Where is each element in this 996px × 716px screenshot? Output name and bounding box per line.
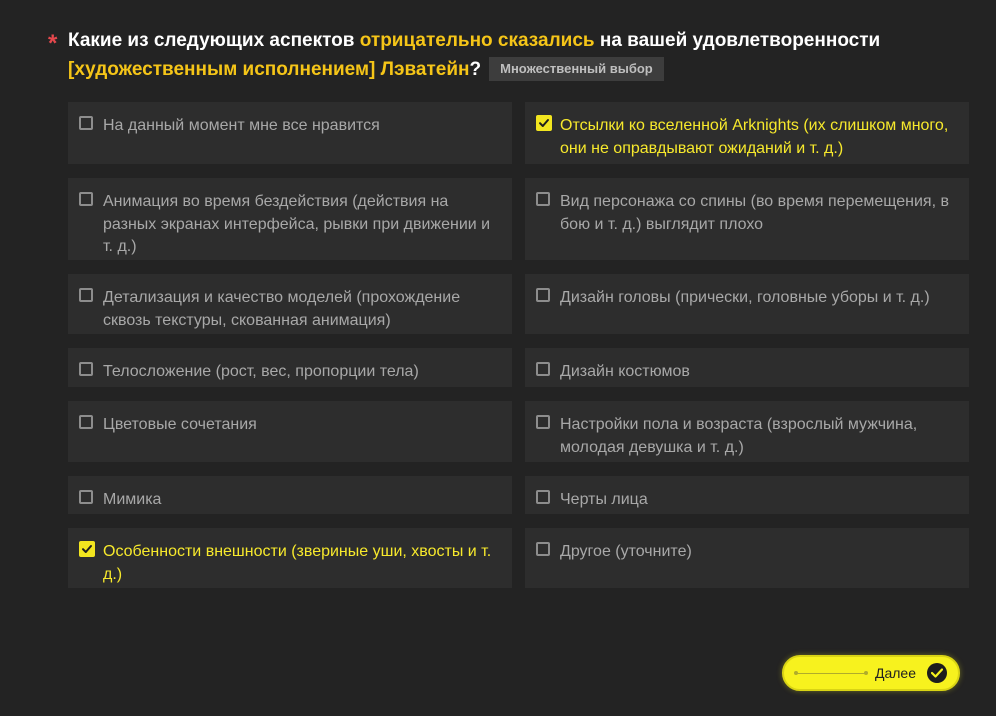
option-item[interactable] xyxy=(68,528,512,588)
options-row xyxy=(68,102,970,164)
option-item[interactable] xyxy=(525,274,969,334)
checkbox-icon[interactable] xyxy=(79,415,93,429)
option-label: Цветовые сочетания xyxy=(103,416,257,433)
next-button-label: Далее xyxy=(875,665,917,681)
option-label: Другое (уточните) xyxy=(560,543,692,560)
question-highlight-character: [художественным исполнением] Лэватейн xyxy=(68,59,470,80)
checkbox-checked-icon[interactable] xyxy=(79,541,95,557)
options-row xyxy=(68,401,970,462)
option-label: Отсылки ко вселенной Arknights (их слишком много, они не оправдывают ожиданий и т. д.) xyxy=(560,117,949,157)
option-item[interactable] xyxy=(525,401,969,462)
question-highlight-negative: отрицательно сказались xyxy=(359,30,595,51)
checkbox-icon[interactable] xyxy=(79,288,93,302)
option-label: На данный момент мне все нравится xyxy=(103,117,380,134)
option-label: Дизайн костюмов xyxy=(560,363,690,380)
option-item[interactable] xyxy=(68,401,512,462)
checkbox-checked-icon[interactable] xyxy=(536,115,552,131)
option-item[interactable] xyxy=(525,528,969,588)
option-label: Мимика xyxy=(103,491,162,508)
option-item[interactable] xyxy=(525,178,969,260)
options-row xyxy=(68,476,970,514)
checkbox-icon[interactable] xyxy=(536,415,550,429)
question-text-after: ? xyxy=(469,59,482,80)
check-circle-icon xyxy=(927,663,947,683)
option-label: Настройки пола и возраста (взрослый мужчина, молодая девушка и т. д.) xyxy=(560,416,918,456)
options-grid xyxy=(68,102,970,602)
decorative-line xyxy=(796,673,866,674)
option-label: Детализация и качество моделей (прохождение сквозь текстуры, скованная анимация) xyxy=(103,289,461,329)
question-header xyxy=(48,26,948,84)
option-item[interactable] xyxy=(68,102,512,164)
options-row xyxy=(68,178,970,260)
question-title xyxy=(68,26,948,84)
checkbox-icon[interactable] xyxy=(536,490,550,504)
required-mark: * xyxy=(48,30,58,57)
option-label: Телосложение (рост, вес, пропорции тела) xyxy=(103,363,419,380)
multiple-choice-badge: Множественный выбор xyxy=(489,57,664,81)
options-row xyxy=(68,348,970,387)
option-label: Анимация во время бездействия (действия на разных экранах интерфейса, рывки при движении и т. д.) xyxy=(103,193,491,255)
checkbox-icon[interactable] xyxy=(79,362,93,376)
checkbox-icon[interactable] xyxy=(79,490,93,504)
option-item[interactable] xyxy=(68,348,512,387)
options-row xyxy=(68,274,970,334)
checkbox-icon[interactable] xyxy=(536,192,550,206)
option-label: Особенности внешности (звериные уши, хвосты и т. д.) xyxy=(103,543,492,583)
option-label: Черты лица xyxy=(560,491,648,508)
option-item[interactable] xyxy=(68,178,512,260)
question-text-middle: на вашей удовлетворенности xyxy=(594,30,881,51)
option-item[interactable] xyxy=(68,274,512,334)
next-button[interactable] xyxy=(782,655,960,691)
checkbox-icon[interactable] xyxy=(79,192,93,206)
option-item[interactable] xyxy=(525,102,969,164)
checkbox-icon[interactable] xyxy=(79,116,93,130)
option-item[interactable] xyxy=(68,476,512,514)
checkbox-icon[interactable] xyxy=(536,362,550,376)
option-label: Дизайн головы (прически, головные уборы и т. д.) xyxy=(560,289,930,306)
option-item[interactable] xyxy=(525,476,969,514)
checkbox-icon[interactable] xyxy=(536,288,550,302)
checkbox-icon[interactable] xyxy=(536,542,550,556)
option-item[interactable] xyxy=(525,348,969,387)
question-text-before: Какие из следующих аспектов xyxy=(68,30,360,51)
option-label: Вид персонажа со спины (во время перемещения, в бою и т. д.) выглядит плохо xyxy=(560,193,949,233)
options-row xyxy=(68,528,970,588)
